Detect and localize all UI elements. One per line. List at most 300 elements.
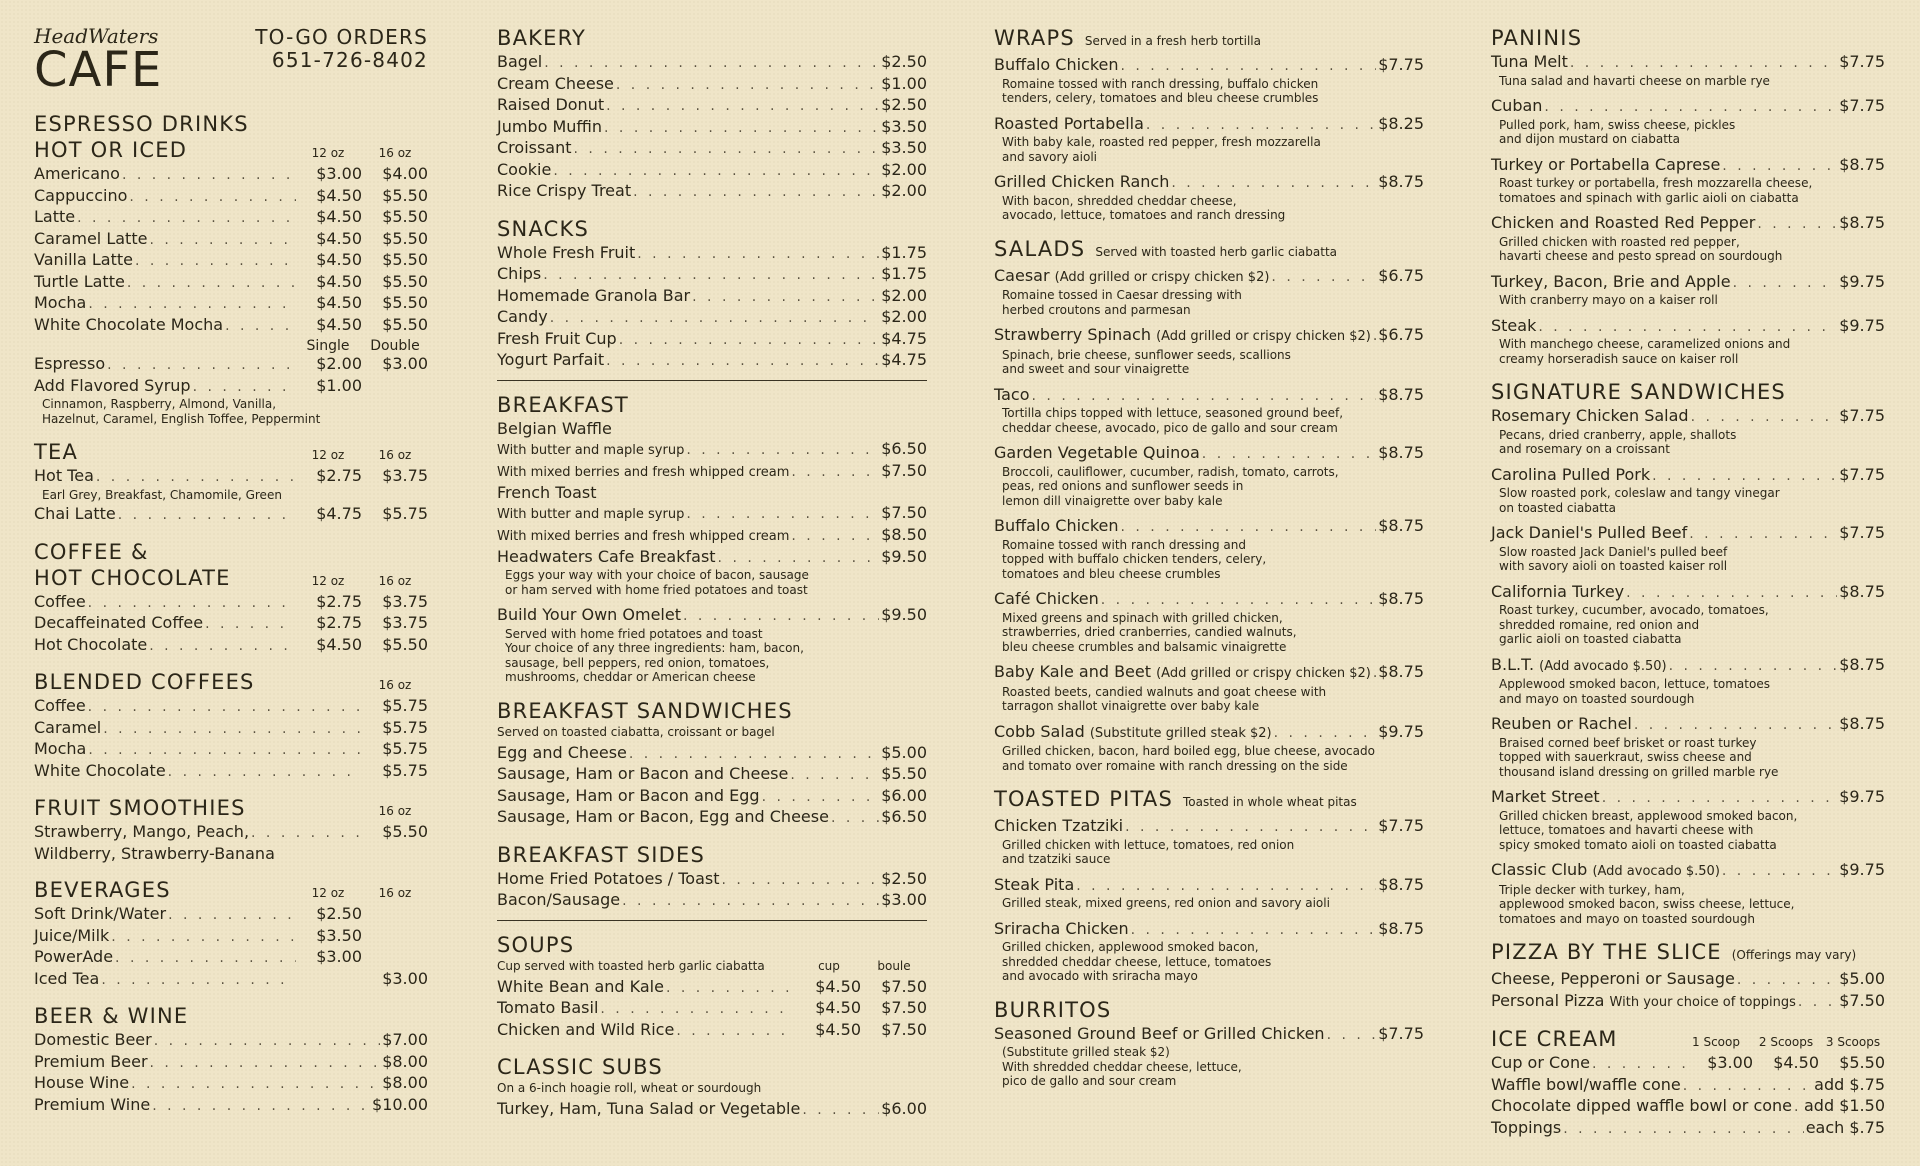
- column-wraps-salads: [994, 26, 1424, 1103]
- section-title-text: WRAPS: [994, 26, 1075, 50]
- menu-item: [497, 264, 927, 286]
- menu-item: [497, 439, 927, 461]
- section-subtitle: On a 6-inch hoagie roll, wheat or sourdough: [497, 1081, 762, 1095]
- signature-title: SIGNATURE SANDWICHES: [1491, 380, 1786, 404]
- item-description: Braised corned beef brisket or roast turkey topped with sauerkraut, swiss cheese and thousand island dressing on grilled marble rye: [1499, 735, 1779, 779]
- menu-item: [497, 307, 927, 329]
- item-name: [994, 919, 1129, 940]
- item-name-text: Carolina Pulled Pork: [1491, 464, 1651, 484]
- menu-item: [994, 1024, 1424, 1046]
- item-price: $3.50: [881, 138, 927, 157]
- item-name-text: Bagel: [497, 52, 543, 71]
- item-name: [497, 181, 631, 202]
- size-16oz: 16 oz: [378, 146, 412, 160]
- item-name: [497, 95, 604, 116]
- item-name-text: Domestic Beer: [34, 1030, 152, 1049]
- item-price: $4.75: [316, 504, 362, 523]
- item-name: [497, 463, 789, 483]
- menu-item: [497, 350, 927, 372]
- leader-dots: [1563, 1119, 1803, 1140]
- item-price: $4.75: [881, 350, 927, 369]
- item-price: $5.75: [382, 696, 428, 715]
- item-name: [497, 527, 789, 547]
- menu-item: [1491, 655, 1885, 678]
- leader-dots: [168, 762, 360, 783]
- coffee-title-1: COFFEE &: [34, 539, 149, 564]
- item-price: $4.50: [316, 185, 362, 205]
- menu-item: [497, 329, 927, 351]
- leader-dots: [101, 970, 296, 991]
- leader-dots: [1101, 590, 1376, 611]
- leader-dots: [135, 251, 296, 272]
- menu-item: [34, 207, 428, 229]
- item-name: [1491, 316, 1536, 337]
- item-name: [34, 315, 223, 336]
- item-price: $4.50: [316, 634, 362, 654]
- item-name: [1491, 96, 1542, 117]
- ice-cream-title: ICE CREAM: [1491, 1027, 1618, 1051]
- item-price: $6.50: [881, 438, 927, 458]
- item-name-text: Chicken and Roasted Red Pepper: [1491, 213, 1756, 232]
- item-price: $5.50: [382, 250, 428, 269]
- item-inline-note: (Add grilled or crispy chicken $2): [1156, 666, 1371, 681]
- menu-item: [497, 786, 927, 808]
- section-note: Served with toasted herb garlic ciabatta: [1095, 244, 1337, 259]
- item-price: $1.75: [881, 264, 927, 283]
- item-name: [34, 696, 86, 717]
- item-description: Roast turkey, cucumber, avocado, tomatoes, shredded romaine, red onion and garlic aioli on toasted ciabatta: [1499, 603, 1769, 646]
- leader-dots: [1733, 273, 1838, 294]
- menu-item: [497, 1020, 927, 1042]
- leader-dots: [574, 139, 880, 160]
- item-price: $7.50: [881, 1019, 927, 1039]
- leader-dots: [225, 316, 296, 337]
- leader-dots: [606, 96, 879, 117]
- item-price: $5.50: [382, 228, 428, 248]
- bakery-section: [497, 26, 927, 203]
- item-inline-note: (Add grilled or crispy chicken $2): [1054, 269, 1270, 285]
- item-name: [497, 350, 604, 371]
- item-price: $5.75: [382, 739, 428, 758]
- item-price: $1.00: [881, 73, 927, 93]
- menu-item: [34, 696, 428, 718]
- item-price: $5.75: [382, 717, 428, 737]
- leader-dots: [1722, 156, 1837, 177]
- item-name-text: Americano: [34, 164, 120, 183]
- item-name-text: Jack Daniel's Pulled Beef: [1491, 523, 1688, 542]
- leader-dots: [1202, 444, 1376, 465]
- item-name: [34, 272, 125, 293]
- item-name: Seasoned Ground Beef or Grilled Chicken: [994, 1023, 1325, 1043]
- pizza-title: [1491, 940, 1885, 967]
- item-price: $2.75: [316, 613, 362, 632]
- item-name-text: With mixed berries and fresh whipped cream: [497, 464, 790, 480]
- salads-title: [994, 237, 1424, 264]
- size-12oz: 12 oz: [311, 146, 345, 160]
- item-name: [994, 325, 1371, 348]
- menu-item: [497, 547, 927, 569]
- item-price: $6.75: [1378, 265, 1424, 285]
- item-name-text: Coffee: [34, 696, 86, 715]
- leader-dots: [543, 265, 879, 286]
- item-price: $3.00: [382, 968, 428, 988]
- leader-dots: [149, 636, 296, 657]
- breakfast-sides-title: BREAKFAST SIDES: [497, 842, 706, 867]
- size-12oz: 12 oz: [311, 448, 345, 462]
- item-name-text: Sausage, Ham or Bacon and Cheese: [497, 764, 789, 783]
- menu-item: [1491, 96, 1885, 118]
- phone-number: 651-726-8402: [271, 48, 428, 72]
- item-name: [497, 441, 684, 461]
- item-name-text: Buffalo Chicken: [994, 55, 1119, 74]
- leader-dots: [115, 948, 296, 969]
- leader-dots: [550, 308, 879, 329]
- item-name: [1491, 523, 1687, 544]
- item-name-text: Cobb Salad: [994, 721, 1085, 741]
- item-name: [497, 998, 598, 1019]
- menu-item: [1491, 155, 1885, 177]
- breakfast-sandwiches-title: BREAKFAST SANDWICHES: [497, 698, 793, 723]
- item-price: $3.50: [881, 116, 927, 136]
- size-16oz: 16 oz: [378, 804, 412, 818]
- item-name: [34, 164, 120, 185]
- leader-dots: [831, 808, 879, 829]
- item-name: [497, 890, 620, 911]
- item-name-text: Turkey, Bacon, Brie and Apple: [1491, 271, 1731, 291]
- menu-item: [34, 926, 428, 948]
- menu-item: [994, 875, 1424, 897]
- leader-dots: [1794, 1097, 1802, 1118]
- item-name-text: Soft Drink/Water: [34, 904, 167, 923]
- menu-item: [34, 229, 428, 251]
- menu-item: [1491, 714, 1885, 736]
- item-name: [497, 74, 614, 95]
- item-name-text: Rosemary Chicken Salad: [1491, 406, 1689, 425]
- item-name: Wildberry, Strawberry-Banana: [34, 843, 275, 863]
- beer-wine-title: BEER & WINE: [34, 1004, 189, 1028]
- size-boule: boule: [877, 958, 911, 973]
- item-name: [497, 307, 548, 328]
- item-description: Served with home fried potatoes and toast Your choice of any three ingredients: ham, bacon, sausage, bell peppers, red onion, tomatoes, mushrooms, cheddar or American cheese: [505, 626, 804, 684]
- size-cup: cup: [818, 958, 840, 973]
- item-name: [34, 926, 109, 947]
- menu-item: [34, 1052, 428, 1074]
- leader-dots: [1691, 407, 1838, 428]
- menu-item: [34, 250, 428, 272]
- item-name-text: White Chocolate: [34, 760, 166, 780]
- item-price: $4.50: [316, 293, 362, 312]
- item-name-text: B.L.T.: [1491, 654, 1535, 674]
- item-description: Grilled steak, mixed greens, red onion and savory aioli: [1002, 896, 1330, 910]
- item-name-text: Cheese, Pepperoni or Sausage: [1491, 969, 1735, 988]
- item-price: $7.75: [1378, 1023, 1424, 1043]
- leader-dots: [666, 978, 795, 999]
- menu-item: [497, 160, 927, 182]
- leader-dots: [1121, 517, 1377, 538]
- leader-dots: [1722, 861, 1837, 882]
- leader-dots: [686, 440, 879, 460]
- item-name-text: Sriracha Chicken: [994, 918, 1129, 938]
- item-price: $7.00: [382, 1030, 428, 1049]
- espresso-section: [34, 112, 428, 426]
- espresso-title-1: ESPRESSO DRINKS: [34, 112, 249, 136]
- item-name: [497, 138, 572, 159]
- item-price: $4.50: [1773, 1053, 1819, 1072]
- item-name: [497, 869, 720, 890]
- menu-item: [1491, 582, 1885, 604]
- paninis-section: [1491, 26, 1885, 366]
- item-description: Spinach, brie cheese, sunflower seeds, scallions and sweet and sour vinaigrette: [1002, 347, 1291, 376]
- item-name: [34, 613, 203, 634]
- item-name-text: Steak: [1491, 315, 1537, 335]
- leader-dots: [676, 1021, 795, 1042]
- item-name: [34, 1073, 129, 1094]
- item-price: $4.50: [815, 976, 861, 996]
- item-price: $6.75: [1378, 325, 1424, 344]
- item-name: [1491, 272, 1731, 293]
- item-name-text: Vanilla Latte: [34, 250, 133, 269]
- item-name: [34, 1052, 148, 1073]
- section-title-text: SALADS: [994, 236, 1086, 261]
- item-price: $3.00: [881, 890, 927, 909]
- menu-item: [497, 117, 927, 139]
- leader-dots: [154, 1031, 380, 1052]
- menu-item: [497, 95, 927, 117]
- menu-item: [34, 822, 428, 844]
- item-price: $5.00: [881, 742, 927, 762]
- item-price: $9.75: [1839, 315, 1885, 335]
- item-name: Hot Tea: [34, 466, 94, 485]
- item-name: [34, 207, 75, 228]
- item-price: $6.50: [881, 807, 927, 826]
- item-price: $8.75: [1378, 662, 1424, 681]
- item-price: $9.50: [881, 605, 927, 624]
- leader-dots: [1683, 1076, 1812, 1097]
- item-name: [1491, 1096, 1792, 1117]
- leader-dots: [553, 161, 879, 182]
- item-price: $7.75: [1839, 52, 1885, 71]
- double-label: Double: [370, 338, 420, 354]
- menu-item: [497, 286, 927, 308]
- beer-wine-section: [34, 1004, 428, 1116]
- menu-item: [1491, 969, 1885, 991]
- menu-item: [34, 613, 428, 635]
- tea-title: TEA: [34, 440, 79, 464]
- leader-dots: [1171, 173, 1376, 194]
- item-price: $8.75: [1378, 918, 1424, 938]
- leader-dots: [1032, 386, 1377, 407]
- menu-item: [34, 466, 428, 488]
- item-name-text: Sausage, Ham or Bacon and Egg: [497, 785, 760, 805]
- item-price: $7.50: [881, 460, 927, 480]
- menu-item: [994, 55, 1424, 77]
- leader-dots: [722, 870, 880, 891]
- item-price: $5.50: [382, 293, 428, 312]
- burritos-section: [994, 998, 1424, 1089]
- item-price: $7.75: [1378, 816, 1424, 835]
- leader-dots: [1626, 583, 1837, 604]
- menu-item: [497, 869, 927, 891]
- item-name: [1491, 714, 1632, 735]
- item-price: $5.50: [1839, 1053, 1885, 1072]
- item-name: French Toast: [497, 482, 597, 502]
- item-name-text: Iced Tea: [34, 968, 100, 988]
- tea-section: [34, 440, 428, 526]
- leader-dots: [604, 118, 879, 139]
- breakfast-title: BREAKFAST: [497, 392, 629, 417]
- item-name-text: Classic Club: [1491, 860, 1588, 879]
- item-price: $8.75: [1378, 516, 1424, 535]
- menu-item: [34, 354, 428, 376]
- item-name: Turkey, Ham, Tuna Salad or Vegetable: [497, 1099, 801, 1118]
- pitas-section: [994, 787, 1424, 984]
- item-price: $8.25: [1378, 113, 1424, 133]
- item-name-text: Caramel Latte: [34, 228, 148, 248]
- item-price: $8.75: [1839, 581, 1885, 601]
- togo-label: TO-GO ORDERS: [255, 25, 428, 49]
- item-price: $5.75: [382, 760, 428, 780]
- leader-dots: [544, 53, 879, 74]
- item-name-text: Candy: [497, 307, 548, 326]
- item-name: [34, 229, 147, 250]
- item-name: [34, 904, 166, 925]
- item-price: $7.50: [1839, 990, 1885, 1010]
- item-description: With manchego cheese, caramelized onions and creamy horseradish sauce on kaiser roll: [1499, 337, 1791, 366]
- item-inline-note: (Add grilled or crispy chicken $2): [1156, 329, 1371, 344]
- leader-dots: [168, 905, 296, 926]
- leader-dots: [122, 165, 296, 186]
- menu-item: [1491, 860, 1885, 883]
- item-price: $2.00: [881, 181, 927, 200]
- item-name-text: PowerAde: [34, 947, 114, 966]
- column-drinks: [34, 26, 428, 1130]
- item-name: Chai Latte: [34, 504, 116, 523]
- leader-dots: [127, 273, 296, 294]
- menu-item: [34, 718, 428, 740]
- item-price: $8.75: [1378, 874, 1424, 894]
- menu-item: [497, 181, 927, 203]
- menu-item: [994, 919, 1424, 941]
- leader-dots: [1602, 788, 1837, 809]
- menu-item: [1491, 52, 1885, 74]
- menu-item: [994, 266, 1424, 289]
- leader-dots: [791, 462, 879, 482]
- item-price: add $1.50: [1803, 1096, 1885, 1115]
- item-description: Grilled chicken, bacon, hard boiled egg, blue cheese, avocado and tomato over romaine with ranch dressing on the side: [1002, 744, 1375, 773]
- menu-item: [34, 592, 428, 614]
- item-price: $8.75: [1378, 589, 1424, 608]
- item-description: Tortilla chips topped with lettuce, seasoned ground beef, cheddar cheese, avocado, pico de gallo and sour cream: [1002, 406, 1344, 435]
- item-name: [1491, 1075, 1681, 1096]
- item-price: $3.00: [382, 354, 428, 373]
- logo-cafe-text: CAFE: [34, 42, 163, 98]
- item-name: [994, 172, 1169, 193]
- menu-item: [34, 761, 428, 783]
- item-description: With baby kale, roasted red pepper, fresh mozzarella and savory aioli: [1002, 135, 1321, 164]
- breakfast-section: [497, 393, 927, 685]
- item-price: $8.75: [1378, 443, 1424, 462]
- menu-item: [497, 243, 927, 265]
- leader-dots: [629, 744, 879, 765]
- item-name: Headwaters Cafe Breakfast: [497, 546, 716, 566]
- section-title-text: PIZZA BY THE SLICE: [1491, 940, 1722, 964]
- menu-item: [34, 739, 428, 761]
- item-price: $1.00: [316, 375, 362, 395]
- item-name: [1491, 465, 1650, 486]
- classic-subs-title: CLASSIC SUBS: [497, 1055, 663, 1079]
- item-name: [994, 443, 1200, 464]
- leader-dots: [637, 244, 879, 265]
- item-description: Grilled chicken breast, applewood smoked bacon, lettuce, tomatoes and havarti cheese with spicy smoked tomato aioli on toasted ciabatta: [1499, 808, 1798, 852]
- item-name-text: With mixed berries and fresh whipped cream: [497, 528, 790, 544]
- size-16oz: 16 oz: [378, 886, 412, 900]
- item-price: $7.75: [1378, 55, 1424, 74]
- menu-item-continued: [34, 844, 428, 865]
- item-name: [34, 947, 113, 968]
- leader-dots: [1274, 723, 1377, 744]
- item-name-text: Chocolate dipped waffle bowl or cone: [1491, 1096, 1793, 1115]
- item-name: [1491, 582, 1624, 603]
- item-price: $7.75: [1839, 406, 1885, 425]
- item-name: [497, 117, 602, 138]
- item-name: [497, 1020, 674, 1041]
- menu-item: [1491, 272, 1885, 294]
- leader-dots: [152, 1096, 370, 1117]
- column-bakery-breakfast: [497, 26, 927, 1135]
- leader-dots: [686, 504, 879, 524]
- item-name-text: Waffle bowl/waffle cone: [1491, 1074, 1681, 1094]
- section-subtitle: Cup served with toasted herb garlic ciabatta: [497, 958, 765, 973]
- item-price: $10.00: [372, 1094, 428, 1114]
- item-price: $8.75: [1378, 384, 1424, 404]
- item-price: $9.50: [881, 546, 927, 566]
- burritos-title: BURRITOS: [994, 997, 1112, 1022]
- menu-item: [34, 376, 428, 398]
- item-name-text: Mocha: [34, 293, 87, 312]
- item-name: [34, 635, 147, 656]
- item-name-text: Cuban: [1491, 96, 1543, 115]
- item-name-text: Tomato Basil: [497, 998, 599, 1017]
- size-12oz: 12 oz: [311, 886, 345, 900]
- item-name-text: Hot Chocolate: [34, 634, 148, 654]
- item-name-text: Latte: [34, 207, 76, 226]
- item-name-text: Cappuccino: [34, 185, 128, 205]
- menu-item: [1491, 1075, 1885, 1097]
- menu-item: [497, 74, 927, 96]
- item-name: [34, 250, 133, 271]
- menu-item: [497, 743, 927, 765]
- item-description: Grilled chicken, applewood smoked bacon, shredded cheddar cheese, lettuce, tomatoes and avocado with sriracha mayo: [1002, 940, 1272, 983]
- menu-item: [497, 807, 927, 829]
- menu-item: [1491, 213, 1885, 235]
- item-price: $5.50: [382, 207, 428, 226]
- item-description: Eggs your way with your choice of bacon, sausage or ham served with home fried potatoes and toast: [505, 568, 809, 597]
- item-name: [994, 55, 1119, 76]
- leader-dots: [205, 614, 296, 635]
- item-name: [34, 761, 166, 782]
- item-name: [994, 385, 1030, 406]
- item-price: $2.50: [881, 868, 927, 888]
- menu-item: [497, 998, 927, 1020]
- leader-dots: [88, 593, 296, 614]
- item-name-text: Personal Pizza: [1491, 990, 1605, 1010]
- item-name: [1491, 52, 1568, 73]
- coffee-section: [34, 540, 428, 657]
- soups-title: SOUPS: [497, 932, 575, 957]
- item-name: [497, 264, 541, 285]
- menu-item: [994, 589, 1424, 611]
- item-price: $4.50: [815, 1019, 861, 1039]
